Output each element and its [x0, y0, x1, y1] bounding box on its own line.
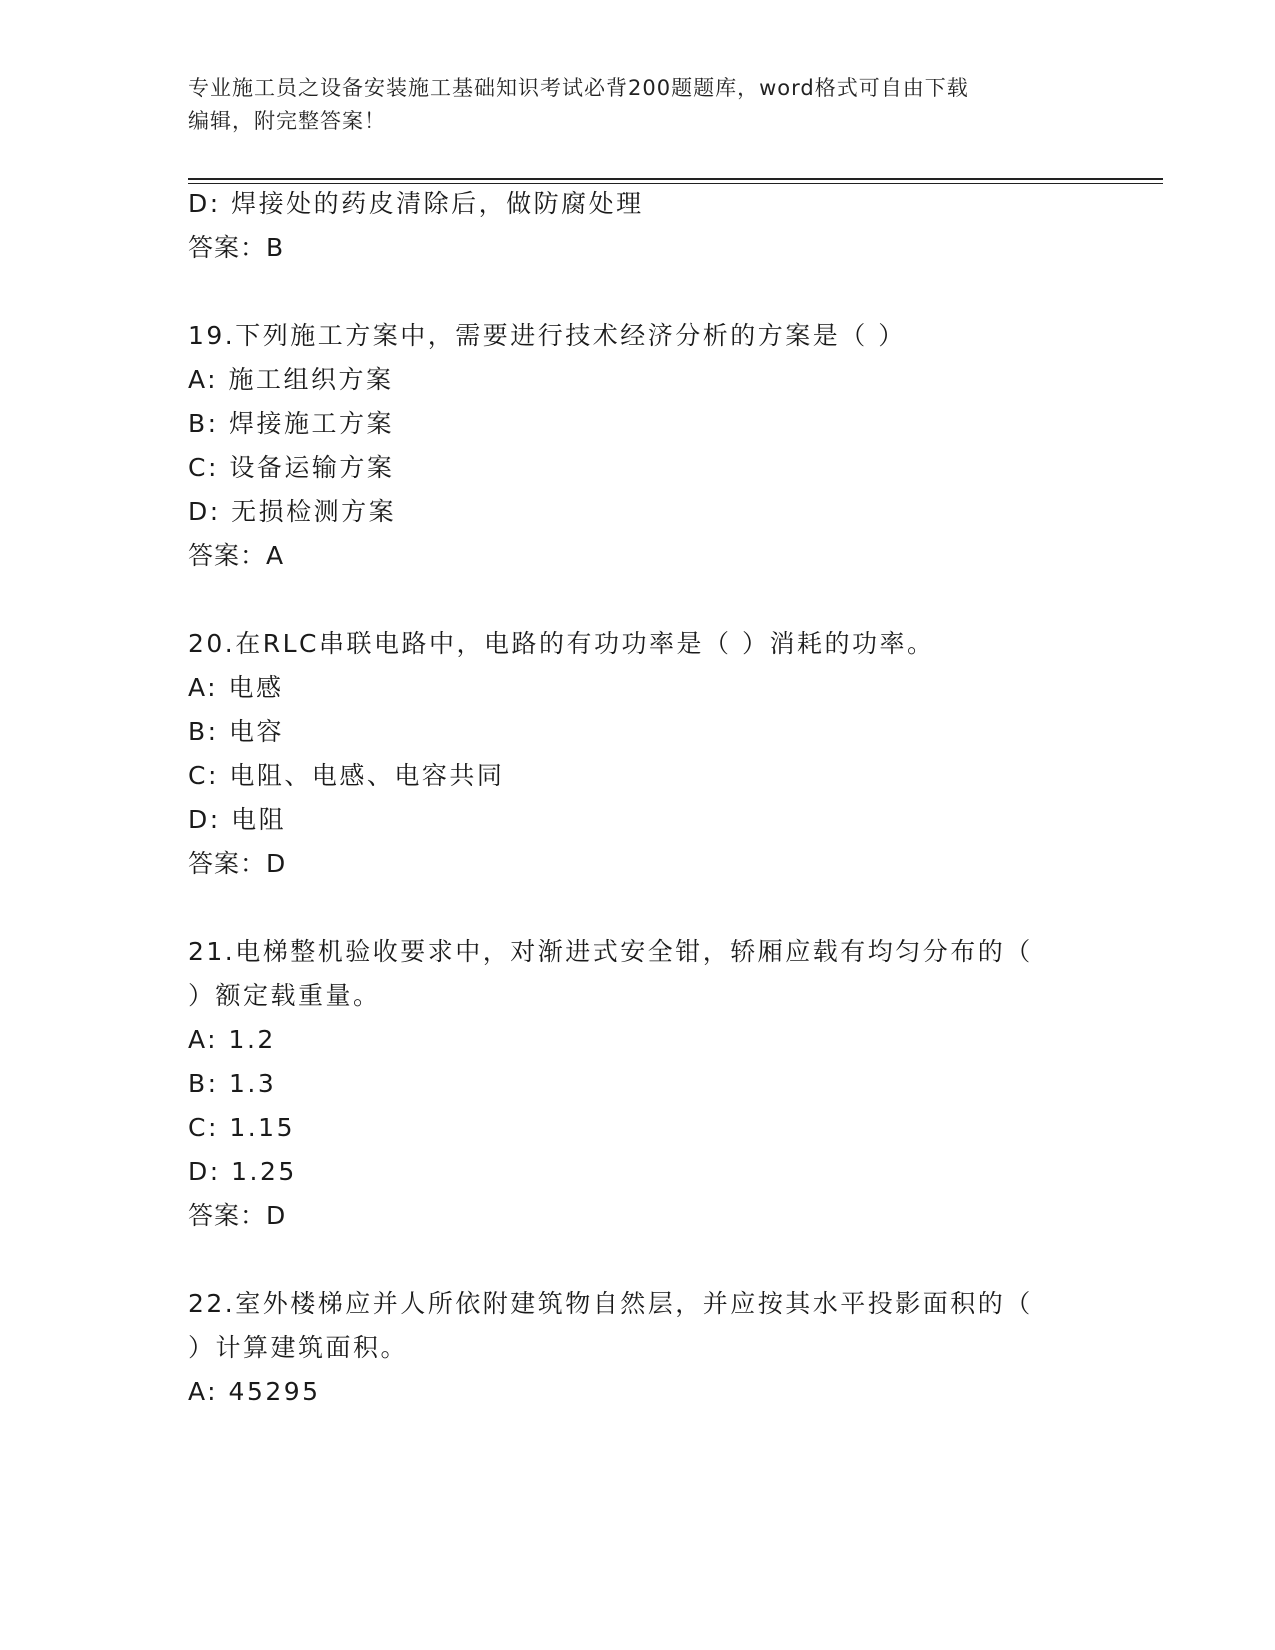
q22-stem-line-2: ）计算建筑面积。	[188, 1333, 409, 1362]
q22-stem-line-1: 22.室外楼梯应并人所依附建筑物自然层，并应按其水平投影面积的（	[188, 1289, 1033, 1318]
prev-question-option-d: D: 焊接处的药皮清除后，做防腐处理	[188, 189, 644, 218]
q19-option-b: B: 焊接施工方案	[188, 409, 395, 438]
q21-answer: 答案：D	[188, 1201, 287, 1230]
prev-question-answer: 答案：B	[188, 233, 285, 262]
document-header	[188, 72, 1088, 138]
header-title-line-2: 编辑，附完整答案！	[188, 109, 386, 133]
q21-stem-line-1: 21.电梯整机验收要求中，对渐进式安全钳，轿厢应载有均匀分布的（	[188, 937, 1033, 966]
q20-option-b: B: 电容	[188, 717, 285, 746]
q20-answer: 答案：D	[188, 849, 287, 878]
q19-option-a: A: 施工组织方案	[188, 365, 394, 394]
q21-stem-line-2: ）额定载重量。	[188, 981, 381, 1010]
header-divider-thin	[188, 183, 1163, 184]
q20-option-c: C: 电阻、电感、电容共同	[188, 761, 505, 790]
q19-option-c: C: 设备运输方案	[188, 453, 395, 482]
header-title-line-1: 专业施工员之设备安装施工基础知识考试必背200题题库，word格式可自由下载	[188, 76, 969, 100]
q20-option-a: A: 电感	[188, 673, 284, 702]
q20-option-d: D: 电阻	[188, 805, 287, 834]
q21-option-a: A: 1.2	[188, 1025, 276, 1054]
header-divider-thick	[188, 178, 1163, 180]
q21-option-b: B: 1.3	[188, 1069, 277, 1098]
q21-option-c: C: 1.15	[188, 1113, 295, 1142]
q20-stem: 20.在RLC串联电路中，电路的有功功率是（ ）消耗的功率。	[188, 629, 935, 658]
q21-option-d: D: 1.25	[188, 1157, 297, 1186]
q22-option-a: A: 45295	[188, 1377, 321, 1406]
q19-answer: 答案：A	[188, 541, 285, 570]
q19-stem: 19.下列施工方案中，需要进行技术经济分析的方案是（ ）	[188, 321, 906, 350]
q19-option-d: D: 无损检测方案	[188, 497, 397, 526]
